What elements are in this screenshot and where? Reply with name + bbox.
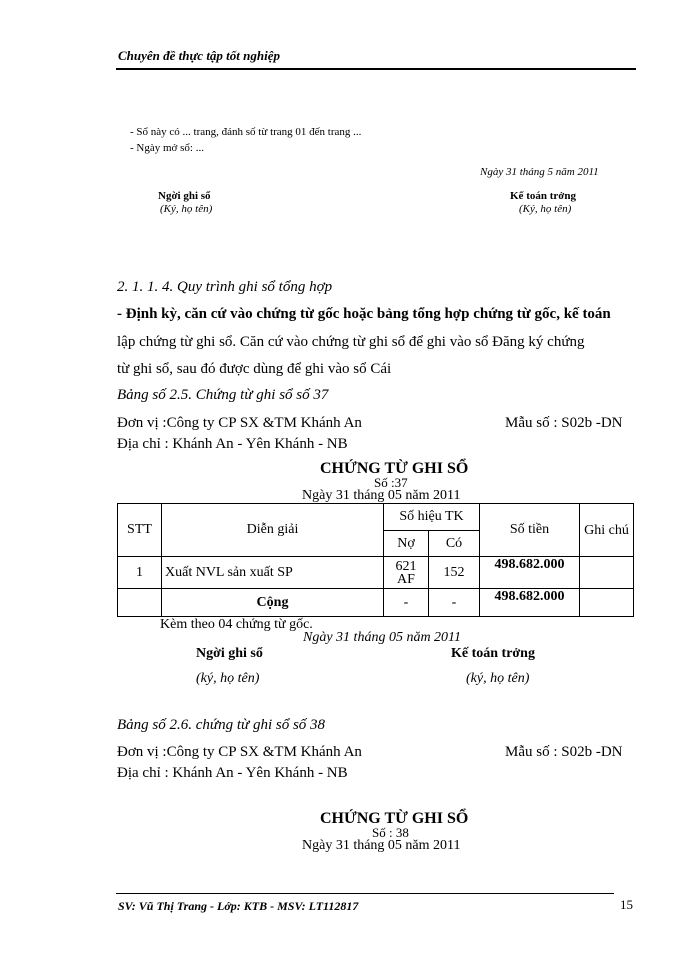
voucher37-number: Số :37 [374, 475, 408, 490]
book-note-open-date: - Ngày mở sổ: ... [130, 142, 204, 154]
col-header-stt: STT [118, 504, 162, 557]
row-debit-account: 621 AF [384, 557, 429, 589]
col-header-amount: Số tiền [480, 504, 580, 557]
top-sign-left-title: Ngời ghi sổ [158, 190, 211, 202]
row-stt: 1 [118, 557, 162, 589]
voucher37-sign-left: Ngời ghi sổ [196, 646, 263, 661]
voucher38-address: Địa chỉ : Khánh An - Yên Khánh - NB [117, 765, 348, 781]
voucher38-unit: Đơn vị :Công ty CP SX &TM Khánh An [117, 744, 362, 760]
voucher37-sign-right-sub: (ký, họ tên) [466, 671, 530, 686]
top-sign-left-sub: (Ký, họ tên) [160, 203, 213, 215]
col-header-account: Số hiệu TK [384, 504, 480, 531]
col-header-debit: Nợ [384, 531, 429, 557]
voucher37-title: CHỨNG TỪ GHI SỔ [320, 460, 469, 477]
total-note-cell [580, 589, 634, 617]
top-sign-right-title: Kế toán trởng [510, 190, 576, 202]
total-amount: 498.682.000 [480, 589, 580, 617]
voucher37-table [117, 503, 634, 617]
voucher37-attachments: Kèm theo 04 chứng từ gốc. [160, 617, 313, 632]
row-amount: 498.682.000 [480, 557, 580, 589]
voucher38-form-number: Mẫu số : S02b -DN [505, 744, 623, 760]
top-sign-date: Ngày 31 tháng 5 năm 2011 [480, 166, 599, 178]
book-note-pages: - Sổ này có ... trang, đánh số từ trang 01 đến trang ... [130, 126, 362, 138]
voucher37-form-number: Mẫu số : S02b -DN [505, 415, 623, 431]
row-note [580, 557, 634, 589]
total-debit: - [384, 589, 429, 617]
total-stt-cell [118, 589, 162, 617]
col-header-note: Ghi chú [580, 504, 634, 557]
section-heading: 2. 1. 1. 4. Quy trình ghi sổ tổng hợp [117, 279, 333, 295]
header-divider [116, 68, 636, 70]
table-total-row [118, 589, 634, 617]
voucher37-sign-date: Ngày 31 tháng 05 năm 2011 [303, 630, 462, 645]
total-credit: - [429, 589, 480, 617]
total-label: Cộng [162, 589, 384, 617]
row-description: Xuất NVL sản xuất SP [162, 557, 384, 589]
paragraph-line-1: - Định kỳ, căn cứ vào chứng từ gốc hoặc bảng tổng hợp chứng từ gốc, kế toán [117, 306, 611, 322]
voucher37-sign-right: Kế toán trởng [451, 646, 535, 661]
paragraph-line-3: từ ghi sổ, sau đó được dùng để ghi vào sổ Cái [117, 361, 392, 377]
voucher37-date: Ngày 31 tháng 05 năm 2011 [302, 488, 461, 503]
page-header-title: Chuyên đề thực tập tốt nghiệp [118, 48, 280, 63]
row-credit-account: 152 [429, 557, 480, 589]
footer-student-info: SV: Vũ Thị Trang - Lớp: KTB - MSV: LT112817 [118, 899, 359, 913]
footer-divider [116, 893, 614, 894]
paragraph-line-2: lập chứng từ ghi sổ. Căn cứ vào chứng từ ghi sổ để ghi vào sổ Đăng ký chứng [117, 334, 585, 350]
top-sign-right-sub: (Ký, họ tên) [519, 203, 572, 215]
voucher38-number: Số : 38 [372, 825, 409, 840]
table-row [118, 557, 634, 589]
voucher37-unit: Đơn vị :Công ty CP SX &TM Khánh An [117, 415, 362, 431]
voucher38-caption: Bảng số 2.6. chứng từ ghi sổ số 38 [117, 717, 326, 733]
voucher37-address: Địa chỉ : Khánh An - Yên Khánh - NB [117, 436, 348, 452]
page-number: 15 [620, 897, 633, 912]
voucher37-caption: Bảng số 2.5. Chứng từ ghi sổ số 37 [117, 387, 329, 403]
col-header-credit: Có [429, 531, 480, 557]
col-header-description: Diễn giải [162, 504, 384, 557]
voucher38-title: CHỨNG TỪ GHI SỔ [320, 810, 469, 827]
voucher38-date: Ngày 31 tháng 05 năm 2011 [302, 838, 461, 853]
voucher37-sign-left-sub: (ký, họ tên) [196, 671, 260, 686]
